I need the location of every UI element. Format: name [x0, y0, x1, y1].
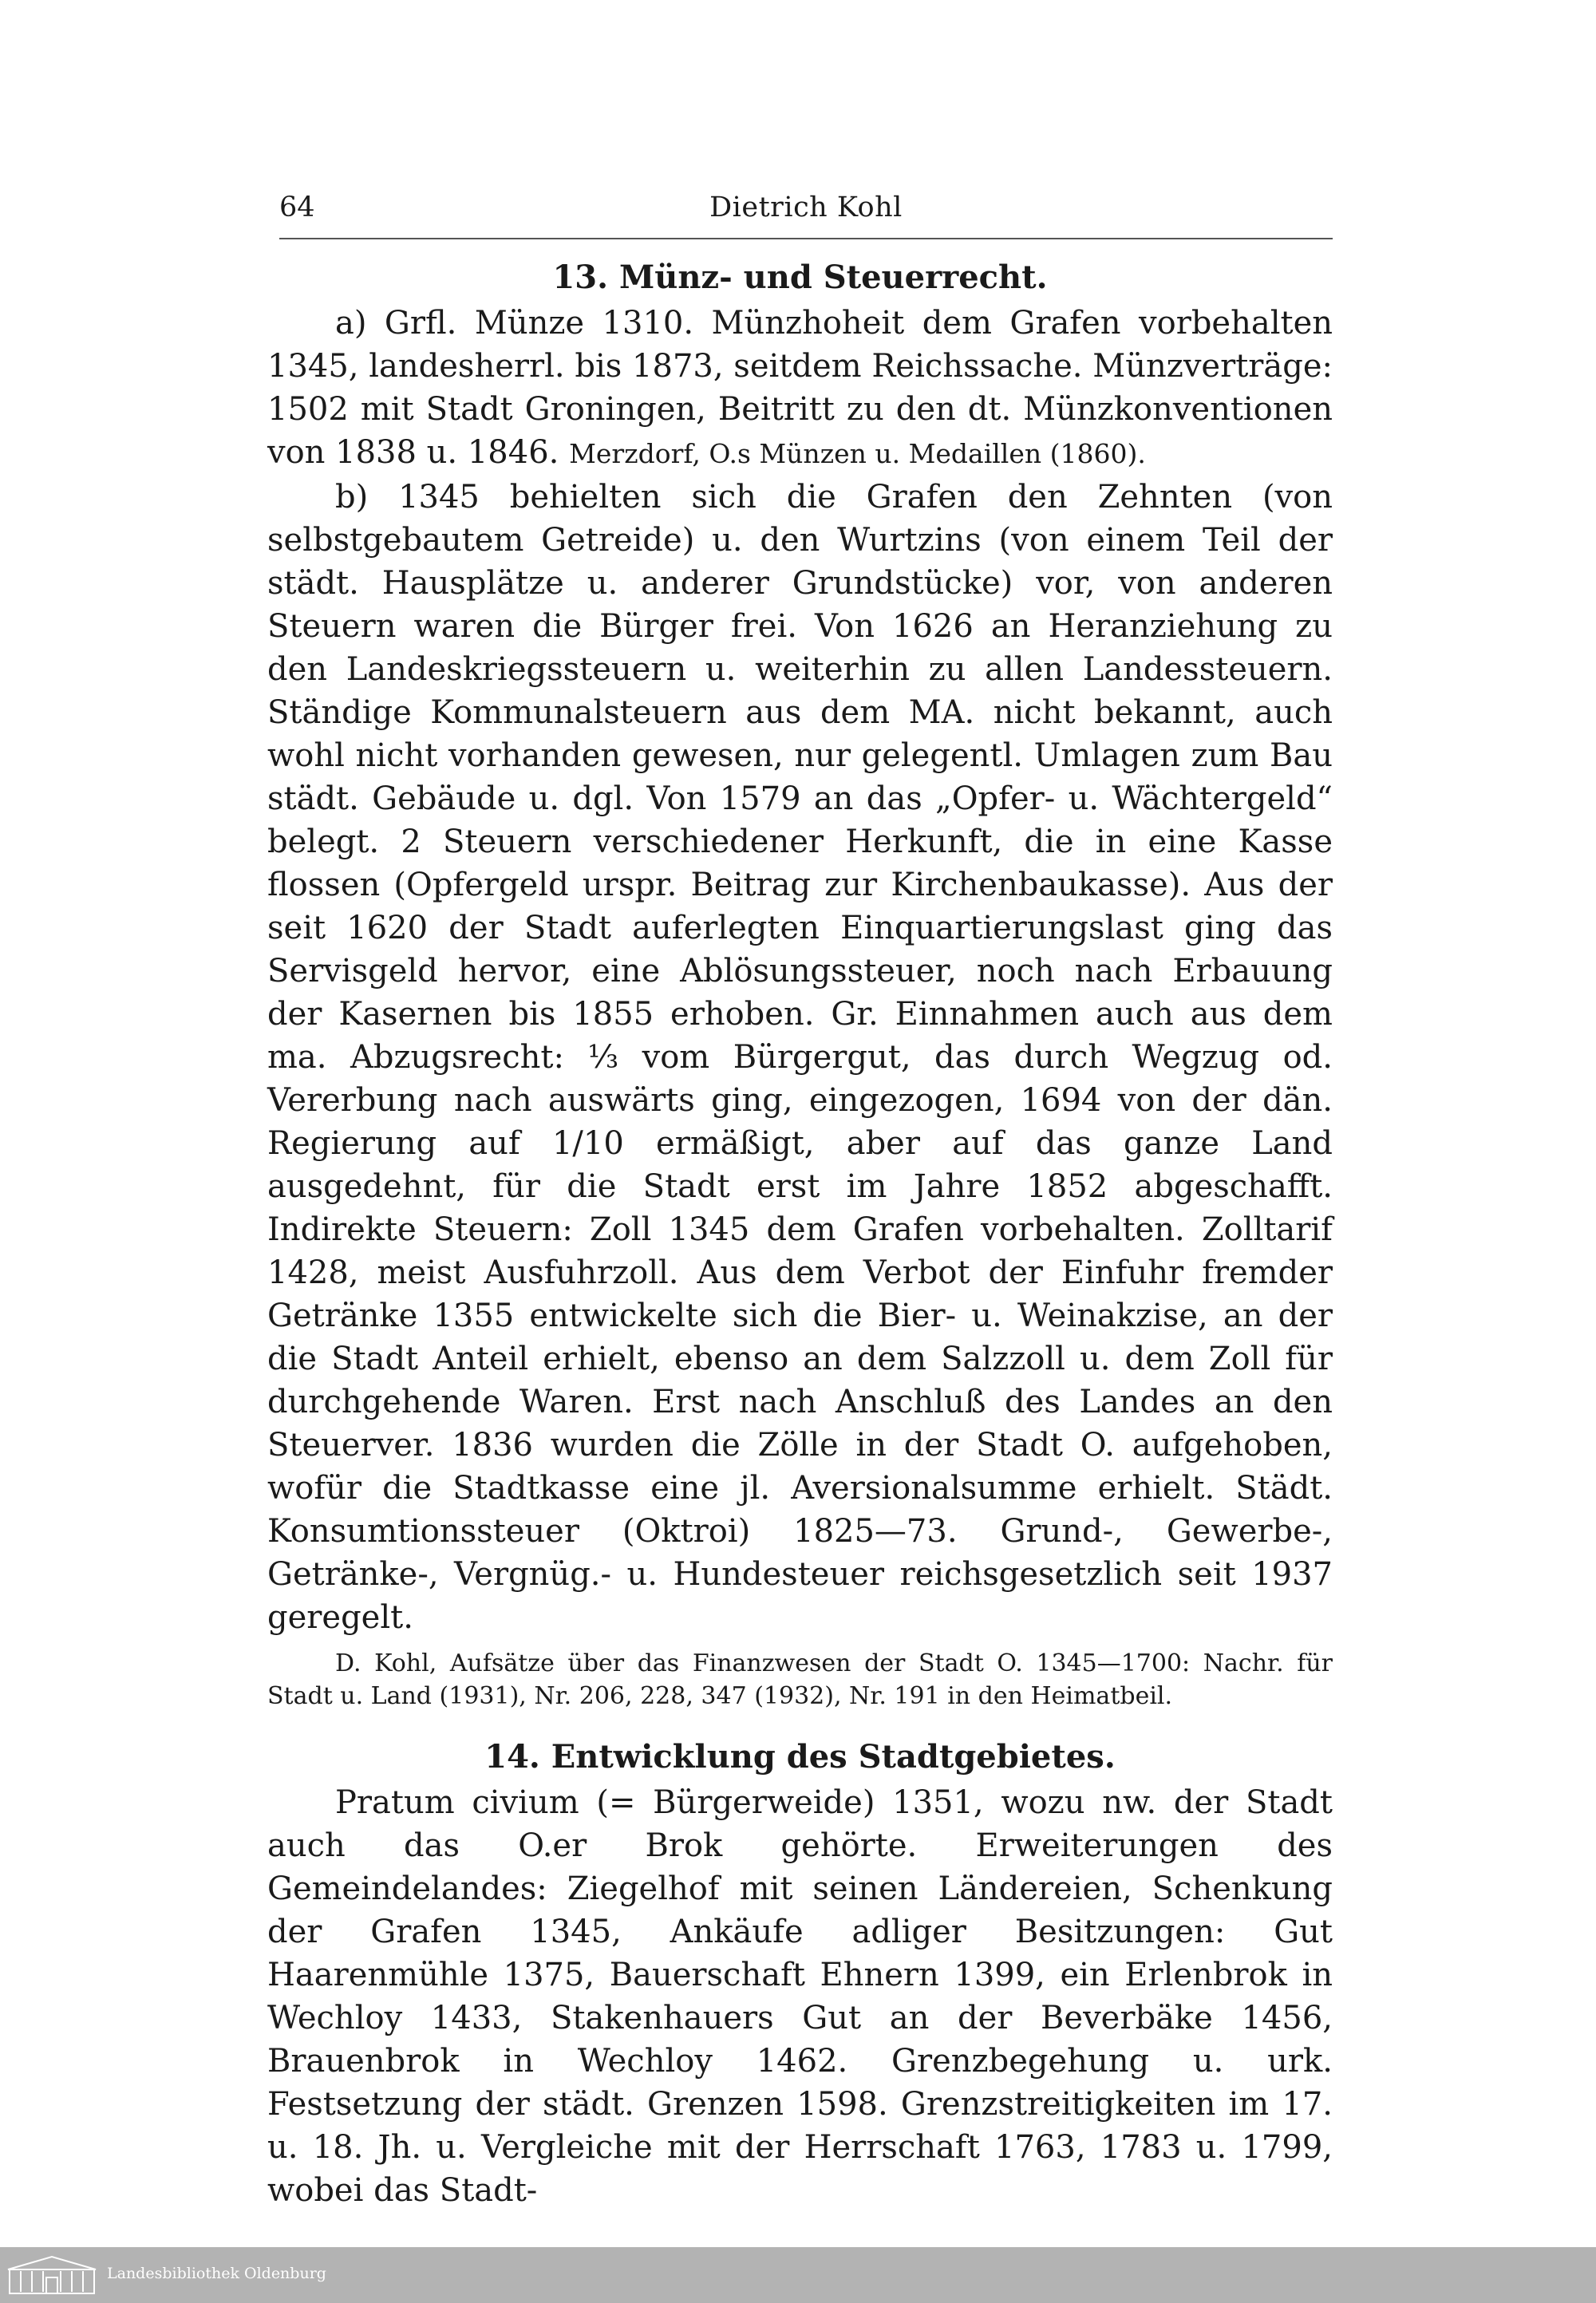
- page-number: 64: [279, 192, 315, 223]
- page-body: [267, 254, 1333, 2212]
- header-rule: [279, 238, 1333, 239]
- paragraph-a-reference: Merzdorf, O.s Münzen u. Medaillen (1860).: [569, 438, 1146, 469]
- section-13-paragraph-b: b) 1345 behielten sich die Grafen den Zehnten (von selbstgebautem Getreide) u. den Wurtzins (von einem Teil der städt. Hausplätze u. anderer Grundstücke) vor, von anderen Steuern waren die Bürger frei. Von 1626 an Heranziehung zu den Landeskriegssteuern u. weiterhin zu allen Landessteuern. Ständige Kommunalsteuern aus dem MA. nicht bekannt, auch wohl nicht vorhanden gewesen, nur gelegentl. Umlagen zum Bau städt. Gebäude u. dgl. Von 1579 an das „Opfer- u. Wächtergeld“ belegt. 2 Steuern verschiedener Herkunft, die in eine Kasse flossen (Opfergeld urspr. Beitrag zur Kirchenbaukasse). Aus der seit 1620 der Stadt auferlegten Einquartierungslast ging das Servisgeld hervor, eine Ablösungssteuer, noch nach Erbauung der Kasernen bis 1855 erhoben. Gr. Einnahmen auch aus dem ma. Abzugsrecht: ⅓ vom Bürgergut, das durch Wegzug od. Vererbung nach auswärts ging, eingezogen, 1694 von der dän. Regierung auf 1/10 ermäßigt, aber auf das ganze Land ausgedehnt, für die Stadt erst im Jahre 1852 abgeschafft. Indirekte Steuern: Zoll 1345 dem Grafen vorbehalten. Zolltarif 1428, meist Ausfuhrzoll. Aus dem Verbot der Einfuhr fremder Getränke 1355 entwickelte sich die Bier- u. Weinakzise, an der die Stadt Anteil erhielt, ebenso an dem Salzzoll u. dem Zoll für durchgehende Waren. Erst nach Anschluß des Landes an den Steuerver. 1836 wurden die Zölle in der Stadt O. aufgehoben, wofür die Stadtkasse eine jl. Aversionalsumme erhielt. Städt. Konsumtionssteuer (Oktroi) 1825—73. Grund-, Gewerbe-, Getränke-, Vergnüg.- u. Hundesteuer reichsgesetzlich seit 1937 geregelt.: [267, 479, 1333, 1636]
- section-13-heading: 13. Münz- und Steuerrecht.: [552, 259, 1048, 296]
- library-name: Landesbibliothek Oldenburg: [107, 2265, 326, 2282]
- footer-bar: [0, 2247, 1596, 2303]
- library-building-icon: [5, 2254, 99, 2297]
- section-13-paragraph-a: [267, 302, 1333, 476]
- page-header: [279, 185, 1333, 233]
- section-14-heading: 14. Entwicklung des Stadtgebietes.: [484, 1738, 1116, 1776]
- section-13-reference: D. Kohl, Aufsätze über das Finanzwesen der Stadt O. 1345—1700: Nachr. für Stadt u. Land (1931), Nr. 206, 228, 347 (1932), Nr. 191 in den Heimatbeil.: [267, 1649, 1333, 1710]
- running-title: Dietrich Kohl: [709, 192, 903, 223]
- section-14-paragraph: Pratum civium (= Bürgerweide) 1351, wozu nw. der Stadt auch das O.er Brok gehörte. Erweiterungen des Gemeindelandes: Ziegelhof mit seinen Ländereien, Schenkung der Grafen 1345, Ankäufe adliger Besitzungen: Gut Haarenmühle 1375, Bauerschaft Ehnern 1399, ein Erlenbrok in Wechloy 1433, Stakenhauers Gut an der Beverbäke 1456, Brauenbrok in Wechloy 1462. Grenzbegehung u. urk. Festsetzung der städt. Grenzen 1598. Grenzstreitigkeiten im 17. u. 18. Jh. u. Vergleiche mit der Herrschaft 1763, 1783 u. 1799, wobei das Stadt-: [267, 1784, 1333, 2209]
- paragraph-a-text: a) Grfl. Münze 1310. Münzhoheit dem Grafen vorbehalten 1345, landesherrl. bis 1873, seitdem Reichssache. Münzverträge: 1502 mit Stadt Groningen, Beitritt zu den dt. Münzkonventionen von 1838 u. 1846.: [267, 305, 1333, 471]
